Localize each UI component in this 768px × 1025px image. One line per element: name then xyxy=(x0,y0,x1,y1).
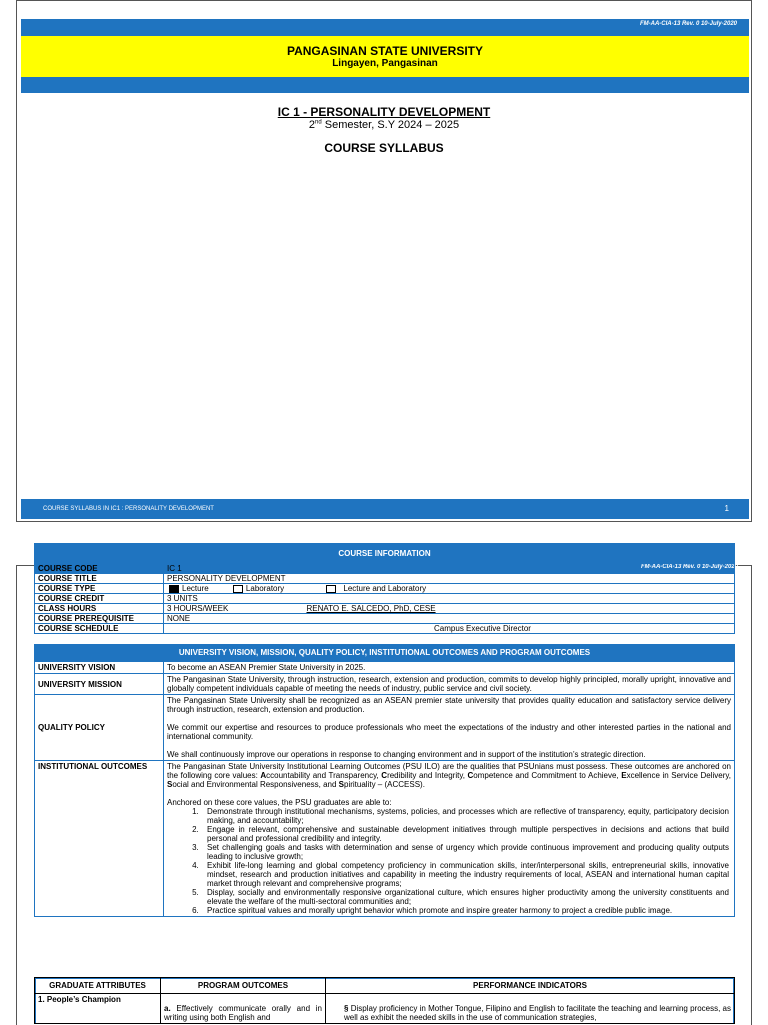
cover-title-block xyxy=(17,105,751,155)
prerequisite-value: NONE xyxy=(164,614,735,624)
table-row xyxy=(35,994,735,1024)
vision-mission-table xyxy=(34,661,735,917)
table-row xyxy=(35,564,735,574)
header-bottom-bar xyxy=(21,77,749,93)
course-information-table xyxy=(34,563,735,634)
form-code: FM-AA-CIA-13 Rev. 0 10-July-2020 xyxy=(639,21,737,27)
university-location: Lingayen, Pangasinan xyxy=(332,58,438,69)
institutional-outcomes-text xyxy=(164,761,735,917)
quality-policy-paragraph: We shall continuously improve our operations in response to changing environment and in support of the institution’s strategic direction. xyxy=(167,750,646,759)
document-title: COURSE SYLLABUS xyxy=(324,141,444,155)
university-name: PANGASINAN STATE UNIVERSITY xyxy=(286,44,483,58)
semester-line: 2nd Semester, S.Y 2024 – 2025 xyxy=(308,119,460,131)
table-row xyxy=(35,695,735,761)
table-row xyxy=(35,594,735,604)
lecture-checkbox[interactable] xyxy=(169,585,179,593)
class-hours-label: CLASS HOURS xyxy=(35,604,164,614)
quality-policy-paragraph: The Pangasinan State University shall be recognized as an ASEAN premier state university that provides quality education and satisfactory service delivery through instruction, research, extension and production. xyxy=(167,696,731,714)
program-outcomes-header: PROGRAM OUTCOMES xyxy=(161,978,326,994)
vmgo-section-header: UNIVERSITY VISION, MISSION, QUALITY POLICY, INSTITUTIONAL OUTCOMES AND PROGRAM OUTCOMES xyxy=(34,644,735,661)
table-row xyxy=(35,584,735,594)
form-code-page2: FM-AA-CIA-13 Rev. 0 10-July-2020 xyxy=(640,564,738,570)
list-item: 4. Exhibit life-long learning and global competency proficiency in communication skills, inter/interpersonal skills, entrepreneurial skills, innovative mindset, research and production initiatives and capability in meeting the industry requirements of local, ASEAN and international human capital market through relevant and comprehensive programs; xyxy=(201,861,729,888)
ilo-list xyxy=(201,807,731,915)
signatory-title: Campus Executive Director xyxy=(434,624,531,633)
table-row xyxy=(35,574,735,584)
laboratory-option-label: Laboratory xyxy=(245,584,285,593)
lecture-option-label: Lecture xyxy=(182,584,209,593)
table-row xyxy=(35,978,735,994)
graduate-attributes-header: GRADUATE ATTRIBUTES xyxy=(35,978,161,994)
list-item: 6. Practice spiritual values and morally upright behavior which promote and inspire greater harmony to project a credible public image. xyxy=(201,906,729,915)
quality-policy-text xyxy=(164,695,735,761)
laboratory-checkbox[interactable] xyxy=(233,585,243,593)
mission-label: UNIVERSITY MISSION xyxy=(35,674,164,695)
page-number: 1 xyxy=(724,504,729,513)
footer-course-label: COURSE SYLLABUS IN IC1 : PERSONALITY DEVELOPMENT xyxy=(43,506,214,512)
course-title-value: PERSONALITY DEVELOPMENT xyxy=(164,574,735,584)
course-title-label: COURSE TITLE xyxy=(35,574,164,584)
table-row xyxy=(35,674,735,695)
lecture-and-laboratory-option-label: Lecture and Laboratory xyxy=(343,584,427,593)
syllabus-cover-page xyxy=(16,0,752,522)
course-code-label: COURSE CODE xyxy=(35,564,164,574)
course-title: IC 1 - PERSONALITY DEVELOPMENT xyxy=(277,105,491,119)
schedule-cell xyxy=(164,624,735,634)
vision-label: UNIVERSITY VISION xyxy=(35,662,164,674)
ilo-anchored-line: Anchored on these core values, the PSU graduates are able to: xyxy=(167,798,392,807)
class-hours-cell xyxy=(164,604,735,614)
course-information-header: COURSE INFORMATION xyxy=(34,543,735,563)
schedule-label: COURSE SCHEDULE xyxy=(35,624,164,634)
class-hours-value: 3 HOURS/WEEK xyxy=(167,604,229,613)
ilo-intro: The Pangasinan State University Institutional Learning Outcomes (PSU ILO) are the qualities that PSUnians must possess. These outcomes are anchored on the following core values: Accountability and Transparency, Credibility and Integrity, Competence and Commitment to Achieve, Excellence in Service Delivery, Social and Environmental Responsiveness, and Spirituality – (ACCESS). xyxy=(167,762,731,789)
table-row xyxy=(35,604,735,614)
graduate-attribute-cell: 1. People’s Champion xyxy=(35,994,161,1024)
table-row xyxy=(35,662,735,674)
list-item: 5. Display, socially and environmentally responsive organizational culture, which ensures higher productivity among the university constituents and elevate the welfare of the multi-sectoral communities and; xyxy=(201,888,729,906)
program-outcome-cell: a. Effectively communicate orally and in writing using both English and xyxy=(161,994,326,1024)
lecture-and-laboratory-checkbox[interactable] xyxy=(326,585,336,593)
table-row xyxy=(35,761,735,917)
course-credit-value: 3 UNITS xyxy=(164,594,735,604)
performance-indicators-header: PERFORMANCE INDICATORS xyxy=(326,978,735,994)
list-item: 2. Engage in relevant, comprehensive and sustainable development initiatives through multiple perspectives in decisions and actions that build personal and professional credibility and integrity. xyxy=(201,825,729,843)
course-code-value: IC 1 xyxy=(164,564,735,574)
list-item: 1. Demonstrate through institutional mechanisms, systems, policies, and processes which are reflective of transparency, equity, participatory decision making, and accountability; xyxy=(201,807,729,825)
institutional-outcomes-label: INSTITUTIONAL OUTCOMES xyxy=(35,761,164,917)
mission-text: The Pangasinan State University, through instruction, research, extension and production, commits to develop highly principled, morally upright, innovative and globally competent individuals capable of meeting the needs of industry, public service and civil society. xyxy=(164,674,735,695)
performance-indicator-cell: § Display proficiency in Mother Tongue, Filipino and English to facilitate the teaching and learning process, as well as exhibit the needed skills in the use of communication strategies, xyxy=(326,994,735,1024)
course-credit-label: COURSE CREDIT xyxy=(35,594,164,604)
vision-text: To become an ASEAN Premier State University in 2025. xyxy=(164,662,735,674)
quality-policy-label: QUALITY POLICY xyxy=(35,695,164,761)
table-row xyxy=(35,624,735,634)
page-footer xyxy=(21,499,749,519)
prerequisite-label: COURSE PREREQUISITE xyxy=(35,614,164,624)
list-item: 3. Set challenging goals and tasks with determination and sense of urgency which provide continuous improvement and producing quality outputs leading to inclusive growth; xyxy=(201,843,729,861)
graduate-attributes-table xyxy=(34,977,735,1024)
course-type-options xyxy=(164,584,735,594)
quality-policy-paragraph: We commit our expertise and resources to produce professionals who meet the expectations of the industry and other interested parties in the national and international community. xyxy=(167,723,731,741)
signatory-name: RENATO E. SALCEDO, PhD, CESE xyxy=(306,604,436,613)
course-type-label: COURSE TYPE xyxy=(35,584,164,594)
university-banner xyxy=(21,36,749,77)
table-row xyxy=(35,614,735,624)
